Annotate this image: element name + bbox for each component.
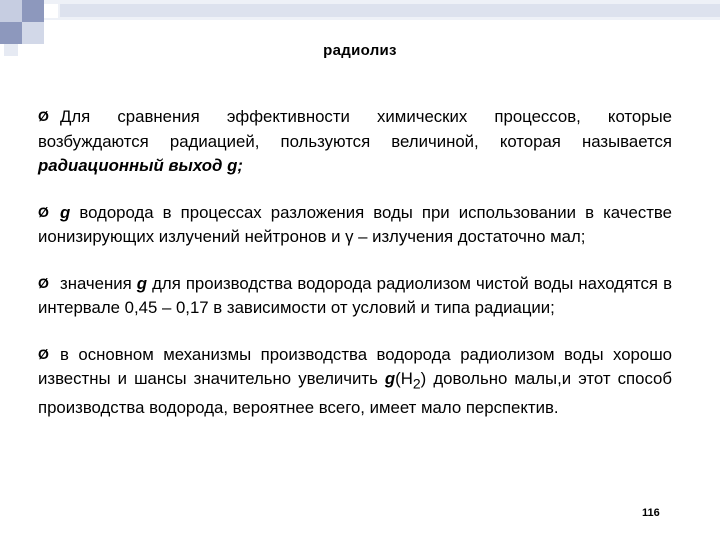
page-number: 116	[642, 507, 660, 519]
bullet-paragraph: Ø значения g для производства водорода радиолизом чистой воды находятся в интервале 0,45 – 0,17 в зависимости от условий и типа радиации;	[38, 271, 672, 321]
arrow-bullet-icon: Ø	[38, 274, 49, 291]
emphasis-term: радиационный выход g;	[38, 156, 243, 175]
slide-content	[38, 104, 672, 441]
deco-square	[4, 44, 18, 56]
g-symbol: g	[136, 273, 148, 293]
g-symbol: g	[384, 369, 396, 388]
deco-square	[0, 0, 22, 22]
header-stripe-inner	[60, 4, 720, 17]
bullet-paragraph: Ø Для сравнения эффективности химических процессов, которые возбуждаются радиацией, пользуются величиной, которая называется радиационный выход g;	[38, 104, 672, 179]
arrow-bullet-icon: Ø	[38, 108, 49, 124]
arrow-bullet-icon: Ø	[38, 345, 49, 362]
deco-square	[44, 4, 58, 18]
bullet-paragraph: Ø в основном механизмы производства водорода радиолизом воды хорошо известны и шансы значительно увеличить $g(H_2)$ довольно малы,и этот способ производства водорода, вероятнее всего, имеет мало перспектив.	[38, 342, 672, 421]
g-symbol: g	[60, 202, 71, 222]
deco-square	[0, 22, 22, 44]
arrow-bullet-icon: Ø	[38, 203, 49, 220]
slide-title: радиолиз	[323, 42, 397, 59]
deco-square	[22, 22, 44, 44]
bullet-paragraph: Ø g водорода в процессах разложения воды при использовании в качестве ионизирующих излучений нейтронов и γ – излучения достаточно мал;	[38, 200, 672, 250]
deco-square	[22, 0, 44, 22]
